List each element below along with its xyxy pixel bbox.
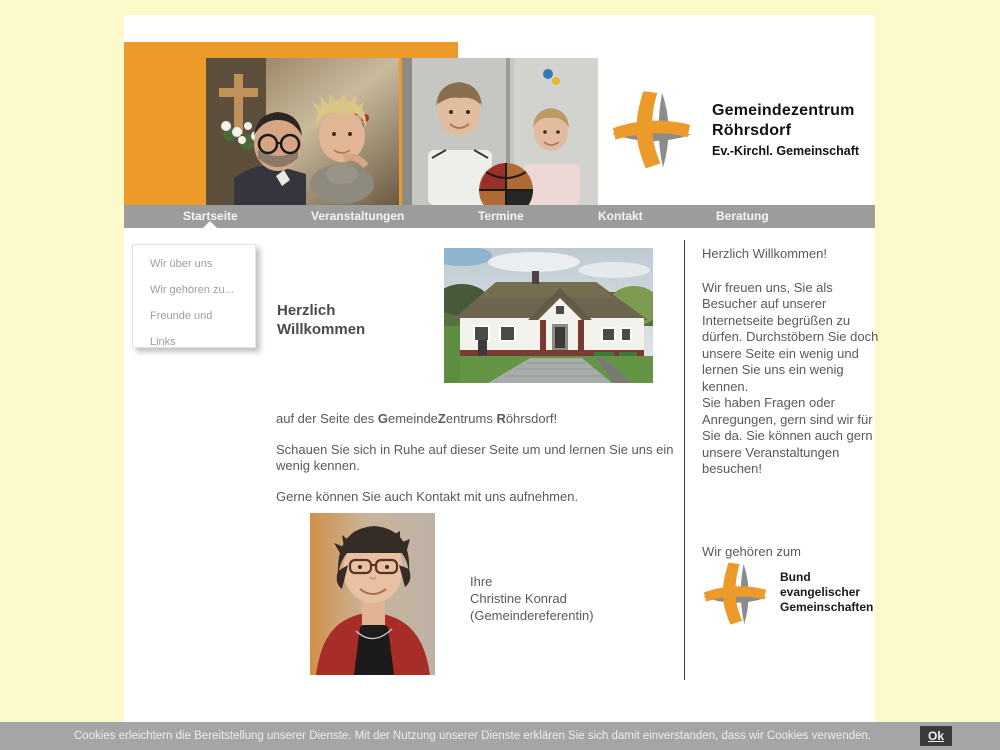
content-area (124, 15, 879, 722)
intro-line: auf der Seite des GemeindeZentrums Röhrsdorf! (276, 411, 558, 426)
membership-label: Wir gehören zum (702, 544, 801, 559)
cookie-banner (0, 722, 1000, 750)
beg-cross-logo-small-icon (702, 559, 768, 627)
portrait-photo (310, 513, 435, 675)
community-center-photo (444, 248, 653, 383)
header-boys-photo (402, 58, 598, 205)
nav-item-veranstaltungen[interactable]: Veranstaltungen (311, 209, 405, 223)
site-title (712, 101, 859, 158)
header-family-photo (206, 58, 399, 205)
page-title-line1: Herzlich (277, 302, 336, 319)
right-column-paragraph-2: Sie haben Fragen oder Anregungen, gern sind wir für Sie da. Sie können auch gern unsere Veranstaltungen besuchen! (702, 395, 873, 476)
cookie-ok-button[interactable]: Ok (920, 726, 952, 746)
main-paragraph-1: Schauen Sie sich in Ruhe auf dieser Seite um und lernen Sie uns ein wenig kennen. (276, 442, 674, 473)
main-paragraph-2: Gerne können Sie auch Kontakt mit uns aufnehmen. (276, 489, 579, 504)
sidebar-item-links[interactable]: Links (150, 336, 176, 348)
page-title (277, 301, 365, 339)
nav-item-beratung[interactable]: Beratung (716, 209, 769, 223)
site-logo-block (610, 88, 875, 188)
portrait-caption (470, 573, 594, 624)
site-title-line1: Gemeindezentrum (712, 102, 855, 119)
page-title-line2: Willkommen (277, 321, 366, 338)
sidebar-menu (132, 244, 256, 348)
site-title-line2: Röhrsdorf (712, 122, 792, 139)
nav-item-kontakt[interactable]: Kontakt (598, 209, 643, 223)
beg-name (780, 570, 873, 615)
right-column-paragraph-1: Wir freuen uns, Sie als Besucher auf unserer Internetseite begrüßen zu dürfen. Durchstöbern Sie doch unsere Seite ein wenig und lernen Sie uns ein wenig kennen. (702, 279, 879, 394)
beg-name-line1: Bund (780, 570, 811, 584)
sidebar-item-wir-gehoeren-zu[interactable]: Wir gehören zu... (150, 284, 234, 296)
beg-membership-block (700, 557, 990, 637)
caption-line3: (Gemeindereferentin) (470, 608, 594, 623)
nav-item-termine[interactable]: Termine (478, 209, 524, 223)
right-column (702, 246, 880, 478)
beg-name-line3: Gemeinschaften (780, 600, 874, 614)
main-nav (124, 205, 875, 228)
beg-cross-logo-icon (610, 88, 693, 170)
site-subtitle: Ev.-Kirchl. Gemeinschaft (712, 144, 860, 158)
caption-line2: Christine Konrad (470, 591, 567, 606)
sidebar-item-freunde-und[interactable]: Freunde und (150, 310, 213, 322)
right-column-heading: Herzlich Willkommen! (702, 246, 827, 261)
cookie-message: Cookies erleichtern die Bereitstellung unserer Dienste. Mit der Nutzung unserer Dienste erklären Sie sich damit einverstanden, dass wir Cookies verwenden. (73, 730, 872, 742)
sidebar-item-wir-ueber-uns[interactable]: Wir über uns (150, 258, 213, 270)
caption-line1: Ihre (470, 574, 493, 589)
beg-name-line2: evangelischer (780, 585, 861, 599)
main-text (276, 396, 685, 505)
active-tab-arrow-icon (203, 221, 217, 228)
nav-item-startseite[interactable]: Startseite (183, 209, 238, 223)
